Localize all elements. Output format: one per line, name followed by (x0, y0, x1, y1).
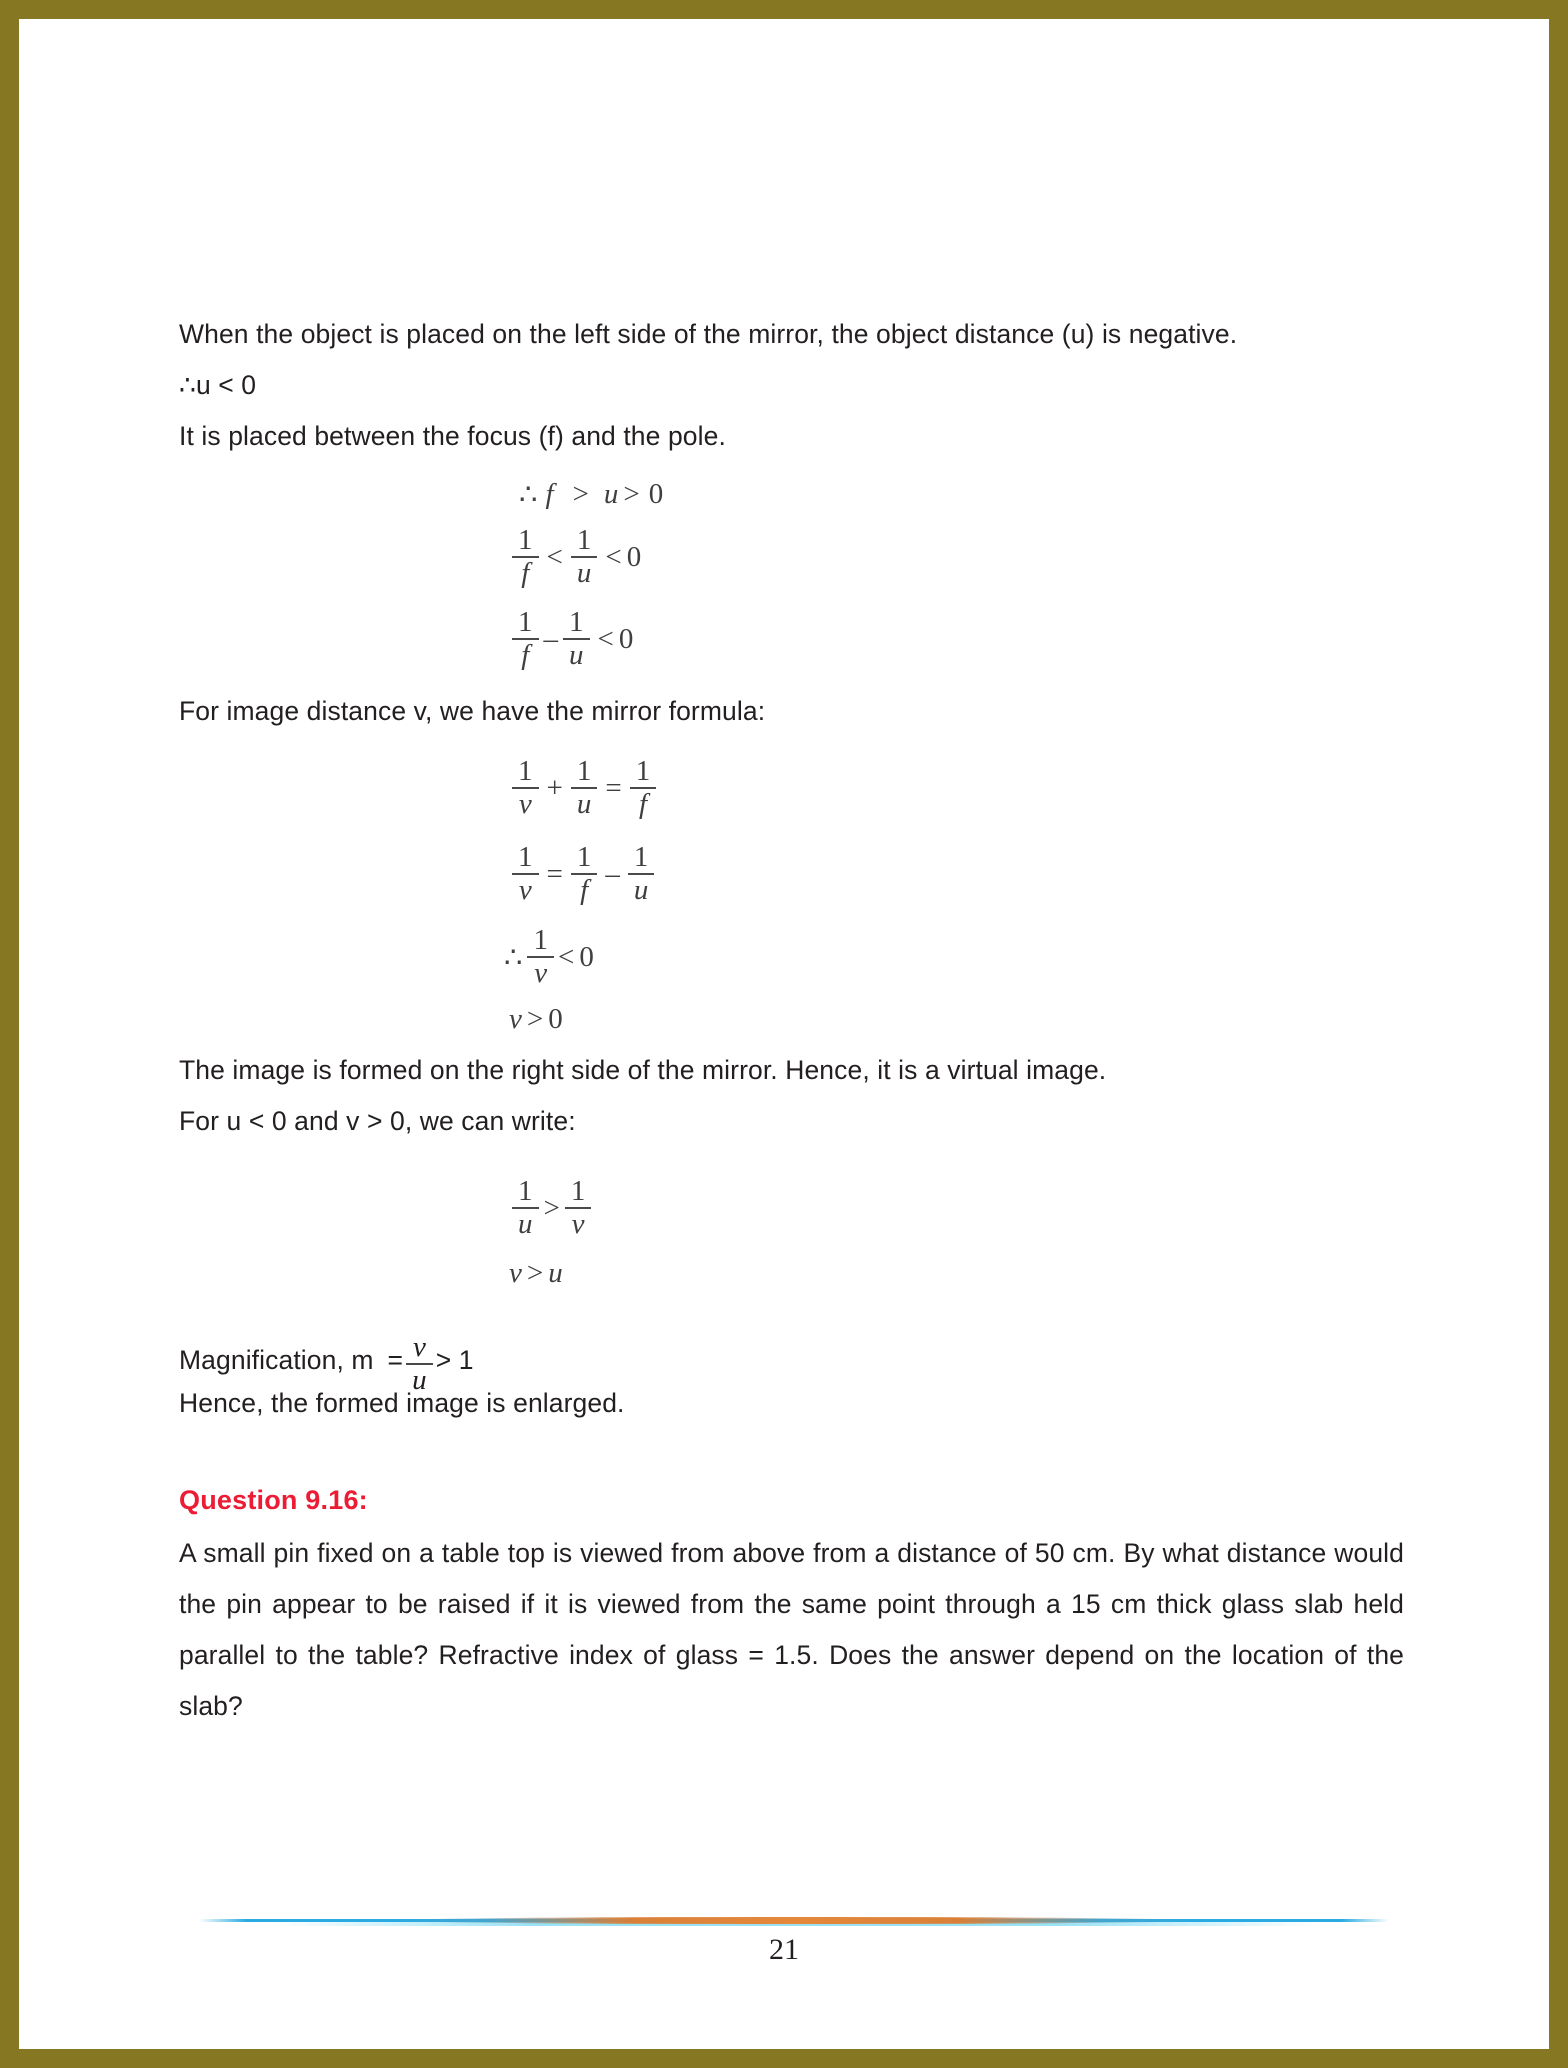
less-than-2: < (605, 540, 622, 573)
greater-than: > (526, 1256, 544, 1289)
equation-inv-u-gt-inv-v (179, 1165, 1404, 1251)
page-content (179, 309, 1404, 1732)
paragraph-object-distance: When the object is placed on the left side of the mirror, the object distance (u) is negative. (179, 319, 1238, 349)
greater-than: > (543, 1191, 560, 1224)
variable-v: v (509, 1002, 522, 1035)
fraction-one-over-v (527, 926, 554, 988)
math-group-three (179, 1165, 1404, 1295)
paragraph-image-enlarged: Hence, the formed image is enlarged. (179, 1388, 625, 1418)
fraction-one-over-f (571, 843, 598, 905)
zero-value: 0 (618, 622, 634, 655)
variable-u: u (548, 1256, 563, 1289)
denominator: f (638, 788, 647, 820)
denominator: v (571, 1208, 585, 1240)
numerator: 1 (569, 606, 584, 638)
equation-inv-f-minus-inv-u-lt-0 (179, 598, 1404, 680)
equation-inv-v-lt-0 (179, 917, 1404, 997)
numerator: 1 (576, 841, 592, 873)
magnification-block (179, 1331, 1404, 1425)
page-inner (19, 19, 1549, 2049)
equation-inv-v-equals (179, 831, 1404, 917)
greater-than: > (526, 1002, 544, 1035)
equation-v-gt-0 (179, 997, 1404, 1041)
decorative-rule (199, 1911, 1389, 1929)
fraction-one-over-f (512, 526, 539, 588)
fraction-one-over-v (512, 843, 539, 905)
denominator: v (534, 957, 548, 989)
paragraph-focus-pole: It is placed between the focus (f) and the pole. (179, 421, 726, 451)
magnification-label: Magnification, m (179, 1345, 374, 1375)
variable-f: f (545, 477, 554, 510)
therefore-symbol: ∴ (519, 478, 538, 511)
numerator: v (412, 1331, 426, 1363)
math-group-two (179, 745, 1404, 1041)
fraction-one-over-f (512, 608, 539, 670)
denominator: u (633, 874, 649, 906)
greater-than-1: > (572, 477, 589, 510)
fraction-one-over-u (628, 843, 655, 905)
denominator: u (569, 639, 584, 671)
fraction-one-over-u (571, 526, 598, 588)
question-block (179, 1485, 1404, 1732)
math-group-one (179, 472, 1404, 680)
numerator: 1 (533, 924, 548, 956)
numerator: 1 (576, 755, 592, 787)
page-number: 21 (769, 1933, 799, 1966)
fraction-one-over-u (571, 757, 598, 819)
fraction-one-over-f (630, 757, 657, 819)
denominator: u (576, 788, 592, 820)
numerator: 1 (518, 606, 533, 638)
minus-operator: – (605, 857, 620, 890)
equation-mirror-formula (179, 745, 1404, 831)
denominator: f (521, 557, 530, 589)
less-than: < (557, 940, 575, 973)
numerator: 1 (518, 524, 533, 556)
page-footer (19, 1893, 1549, 2013)
denominator: v (518, 788, 532, 820)
numerator: 1 (635, 755, 651, 787)
numerator: 1 (518, 841, 533, 873)
equation-v-gt-u (179, 1251, 1404, 1295)
numerator: 1 (633, 841, 649, 873)
equals-operator: = (605, 771, 622, 804)
paragraph-u-lt-0-v-gt-0: For u < 0 and v > 0, we can write: (179, 1106, 576, 1136)
denominator: u (576, 557, 592, 589)
denominator: u (412, 1364, 427, 1396)
numerator: 1 (570, 1175, 586, 1207)
rule-orange-center (389, 1917, 1198, 1924)
denominator: u (518, 1208, 533, 1240)
magnification-equals: = (387, 1345, 404, 1375)
zero-value: 0 (548, 1002, 563, 1035)
equals-operator: = (546, 857, 563, 890)
paragraph-mirror-formula-intro: For image distance v, we have the mirror formula: (179, 696, 766, 726)
numerator: 1 (576, 524, 592, 556)
less-than: < (597, 622, 614, 655)
numerator: 1 (518, 1175, 533, 1207)
paragraph-virtual-image: The image is formed on the right side of the mirror. Hence, it is a virtual image. (179, 1055, 1107, 1085)
equation-inv-f-lt-inv-u-lt-0 (179, 516, 1404, 598)
fraction-one-over-u (512, 1177, 539, 1239)
plus-operator: + (546, 771, 563, 804)
variable-v: v (509, 1256, 522, 1289)
denominator: v (518, 874, 532, 906)
less-than-1: < (546, 540, 563, 573)
numerator: 1 (518, 755, 533, 787)
variable-u: u (603, 477, 619, 510)
zero-value: 0 (579, 940, 594, 973)
fraction-one-over-v (565, 1177, 592, 1239)
paragraph-u-negative: ∴u < 0 (179, 370, 257, 400)
zero-value: 0 (648, 477, 664, 510)
therefore-symbol: ∴ (504, 941, 523, 974)
denominator: f (521, 639, 530, 671)
greater-than-2: > (623, 477, 640, 510)
minus-operator: – (543, 622, 558, 655)
fraction-one-over-v (512, 757, 539, 819)
magnification-tail: > 1 (435, 1345, 474, 1375)
denominator: f (580, 874, 589, 906)
question-heading: Question 9.16: (179, 1485, 368, 1515)
equation-f-gt-u-gt-0 (179, 472, 1404, 516)
zero-value: 0 (626, 540, 642, 573)
question-text: A small pin fixed on a table top is viewed from above from a distance of 50 cm. By what distance would the pin appear to be raised if it is viewed from the same point through a 15 cm thick glass slab held parallel to the table? Refractive index of glass = 1.5. Does the answer depend on the location of the slab? (179, 1538, 1404, 1721)
fraction-one-over-u (563, 608, 590, 670)
